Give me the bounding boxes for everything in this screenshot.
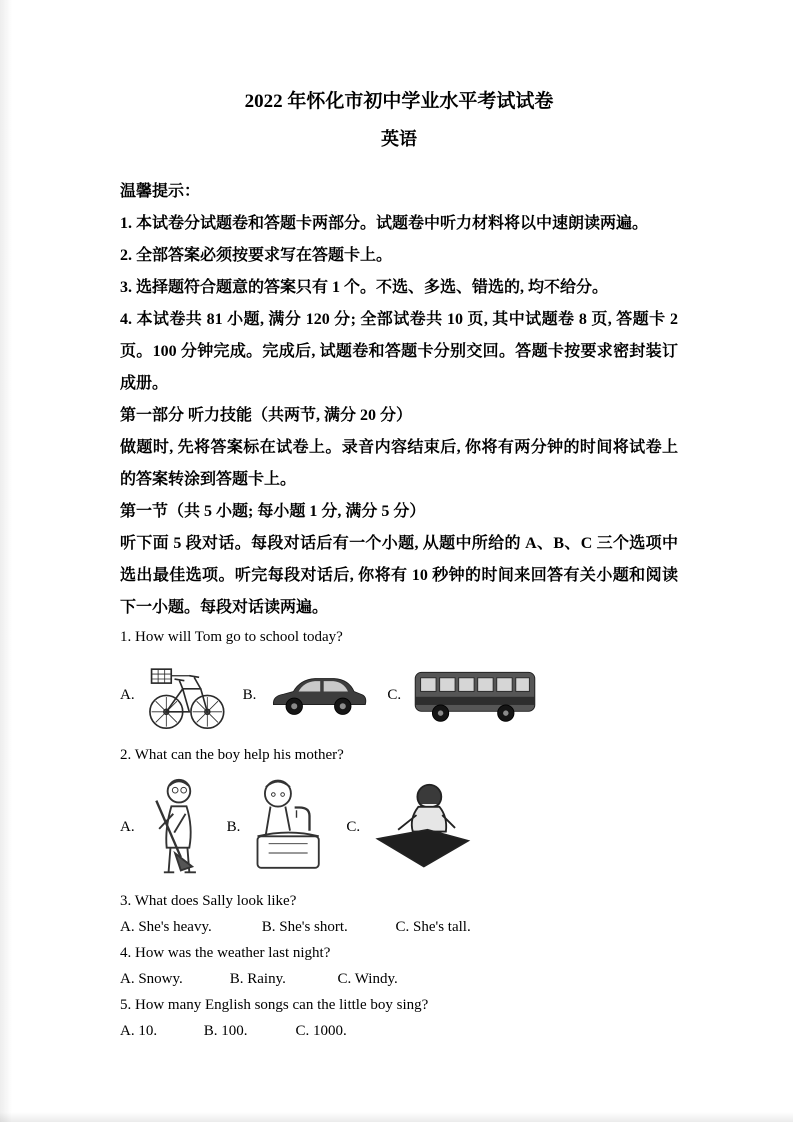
option-a: A. Snowy. [120, 971, 183, 987]
notice-item-1: 1. 本试卷分试题卷和答题卡两部分。试题卷中听力材料将以中速朗读两遍。 [120, 215, 649, 232]
bicycle-image [145, 656, 227, 734]
part1-instructions: 做题时, 先将答案标在试卷上。录音内容结束后, 你将有两分钟的时间将试卷上的答案转涂到答题卡上。 [120, 439, 678, 488]
option-c-label: C. [346, 818, 361, 835]
notice-item-3: 3. 选择题符合题意的答案只有 1 个。不选、多选、错选的, 均不给分。 [120, 279, 609, 296]
section1-instructions: 听下面 5 段对话。每段对话后有一个小题, 从题中所给的 A、B、C 三个选项中选出最佳选项。听完每段对话后, 你将有 10 秒钟的时间来回答有关小题和阅读下一小题。每段对话读两遍。 [120, 535, 678, 616]
question-2-text: 2. What can the boy help his mother? [120, 747, 344, 763]
option-c: C. She's tall. [395, 919, 471, 935]
option-b: B. Rainy. [229, 971, 286, 987]
option-b-label: B. [242, 686, 257, 703]
question-5-text: 5. How many English songs can the little boy sing? [120, 997, 429, 1013]
question-4-options [120, 966, 678, 992]
question-3-options [120, 914, 678, 940]
option-c-label: C. [387, 686, 402, 703]
part1-heading: 第一部分 听力技能（共两节, 满分 20 分） [120, 407, 413, 424]
option-c: C. 1000. [295, 1023, 347, 1039]
boy-wiping-table-image [370, 782, 474, 872]
notice-item-4: 4. 本试卷共 81 小题, 满分 120 分; 全部试卷共 10 页, 其中试题卷 8 页, 答题卡 2 页。100 分钟完成。完成后, 试题卷和答题卡分别交回。答题卡按要求密封装订成册。 [120, 311, 678, 392]
section1-heading: 第一节（共 5 小题; 每小题 1 分, 满分 5 分） [120, 503, 426, 520]
bus-image [411, 666, 539, 724]
option-a-label: A. [120, 818, 135, 835]
option-a: A. She's heavy. [120, 919, 212, 935]
boy-sweeping-image [145, 774, 211, 880]
option-b: B. She's short. [261, 919, 348, 935]
question-5-options [120, 1018, 678, 1044]
question-1-text: 1. How will Tom go to school today? [120, 629, 343, 645]
notice-heading: 温馨提示： [120, 183, 201, 200]
question-4-text: 4. How was the weather last night? [120, 945, 331, 961]
option-b: B. 100. [203, 1023, 248, 1039]
notice-item-2: 2. 全部答案必须按要求写在答题卡上。 [120, 247, 393, 264]
question-1-options [120, 656, 678, 734]
option-c: C. Windy. [337, 971, 398, 987]
boy-washing-dishes-image [250, 775, 330, 879]
option-a: A. 10. [120, 1023, 158, 1039]
page-content [120, 88, 678, 1044]
option-a-label: A. [120, 686, 135, 703]
question-2-options [120, 774, 678, 880]
exam-title: 2022 年怀化市初中学业水平考试试卷 [244, 91, 554, 112]
option-b-label: B. [226, 818, 241, 835]
question-3-text: 3. What does Sally look like? [120, 893, 297, 909]
subject-title: 英语 [381, 129, 417, 149]
car-image [266, 669, 371, 721]
